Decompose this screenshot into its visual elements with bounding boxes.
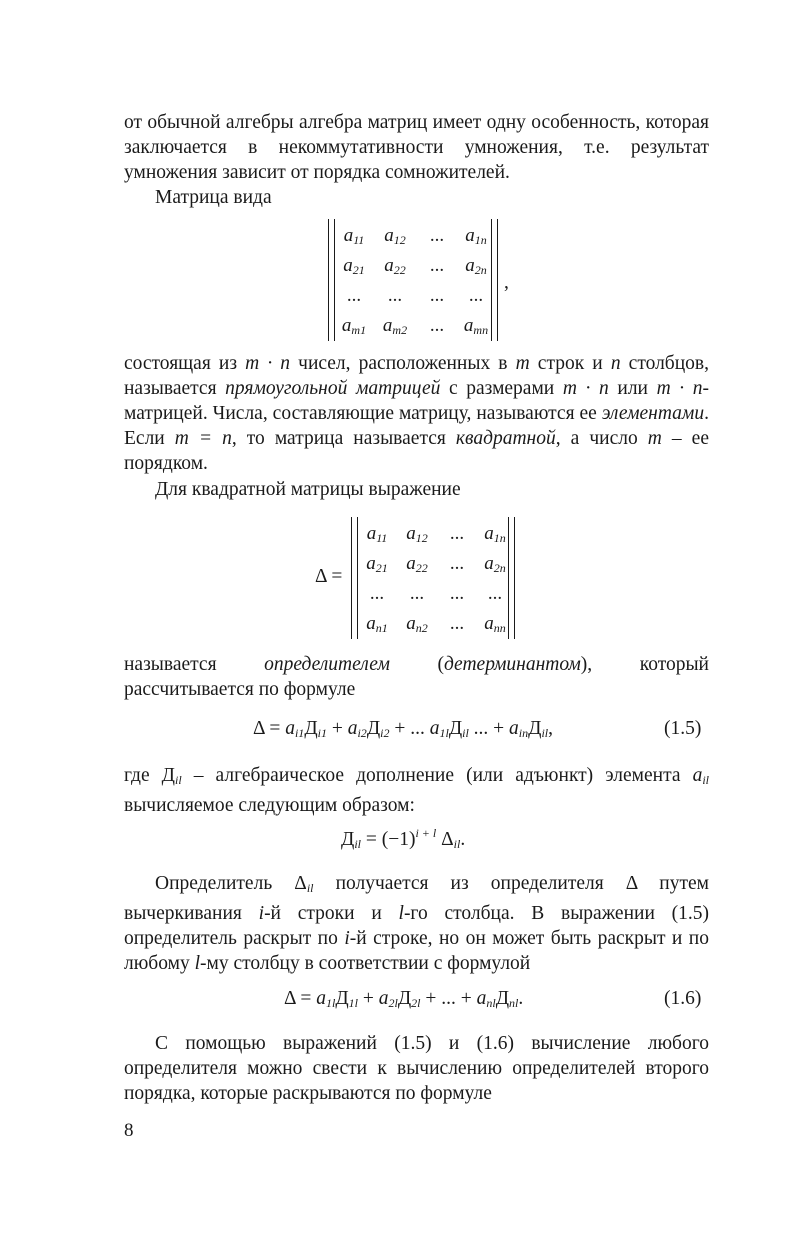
matrix-element: ... (449, 613, 465, 634)
matrix-element: ... (487, 583, 503, 604)
matrix-element: ... (346, 285, 362, 306)
rectangular-matrix (328, 219, 498, 341)
matrix-element: $a_{m1}$ (341, 315, 367, 337)
equation-1-6: $\Delta = a_{1l}Д_{1l} + a_{2l}Д_{2l}$ + ... + $a_{nl}Д_{nl}$. (284, 988, 524, 1010)
matrix-element: ... (449, 523, 465, 544)
matrix-element: ... (429, 255, 445, 276)
matrix-element: $a_{nn}$ (484, 613, 506, 635)
matrix-row (351, 523, 515, 547)
matrix-element: $a_{2n}$ (465, 255, 487, 277)
paragraph-rectangular-definition: состоящая из m · n чисел, расположенных в m строк и n столбцов, называется прямоугольной матрицей с размерами m · n или m · n-матрицей. Числа, составляющие матрицу, называются ее элементами. Если m = n, то матрица называется квадратной, а число m – ее порядком. (124, 353, 710, 474)
matrix-row (351, 583, 515, 607)
paragraph-matrix-kind: Матрица вида (155, 187, 272, 208)
matrix-element: $a_{1n}$ (465, 225, 487, 247)
matrix-element: $a_{2n}$ (484, 553, 506, 575)
matrix-element: $a_{11}$ (366, 523, 388, 545)
matrix-element: $a_{11}$ (343, 225, 365, 247)
matrix-element: $a_{21}$ (366, 553, 388, 575)
matrix-element: $a_{mn}$ (463, 315, 489, 337)
matrix-element: $a_{12}$ (406, 523, 428, 545)
matrix-element: $a_{21}$ (343, 255, 365, 277)
determinant-matrix (351, 517, 515, 639)
matrix-row (328, 285, 498, 309)
matrix-trailing-comma: , (504, 272, 509, 293)
paragraph-second-order: С помощью выражений (1.5) и (1.6) вычисление любого определителя можно свести к вычислению определителей второго порядка, которые раскрываются по формуле (124, 1033, 709, 1104)
equation-number-1-5: (1.5) (664, 718, 702, 739)
matrix-element: ... (429, 225, 445, 246)
matrix-element: $a_{1n}$ (484, 523, 506, 545)
paragraph-minor-explanation: Определитель $\Delta_{il}$ получается из определителя Δ путем вычеркивания i-й строки и l-го столбца. В выражении (1.5) определитель раскрыт по i-й строке, но он может быть раскрыт и по любому l-му столбцу в соответствии с формулой (124, 873, 710, 974)
matrix-element: ... (387, 285, 403, 306)
equation-1-5: $\Delta = a_{i1}Д_{i1} + a_{i2}Д_{i2}$ + ... $a_{1l}Д_{il}$ ... + $a_{in}Д_{il}$, (253, 718, 553, 740)
paragraph-determinant-definition: называется определителем (детерминантом), который рассчитывается по формуле (124, 654, 709, 700)
matrix-element: ... (409, 583, 425, 604)
matrix-element: $a_{n2}$ (406, 613, 428, 635)
matrix-element: ... (449, 583, 465, 604)
matrix-element: ... (369, 583, 385, 604)
matrix-row (351, 553, 515, 577)
paragraph-square-expression: Для квадратной матрицы выражение (155, 479, 461, 500)
matrix-element: ... (429, 285, 445, 306)
matrix-element: $a_{n1}$ (366, 613, 388, 635)
matrix-element: ... (468, 285, 484, 306)
paragraph-intro: от обычной алгебры алгебра матриц имеет одну особенность, которая заключается в некоммутативности умножения, т.е. результат умножения зависит от порядка сомножителей. (124, 112, 709, 183)
matrix-element: ... (449, 553, 465, 574)
equation-cofactor: $Д_{il} = (-1)^{i + l}$ $\Delta_{il}$. (341, 826, 466, 851)
delta-equals: Δ = (315, 566, 343, 587)
matrix-row (328, 315, 498, 339)
matrix-row (351, 613, 515, 637)
paragraph-cofactor: где $Д_{il}$ – алгебраическое дополнение (или адъюнкт) элемента $a_{il}$ вычисляемое следующим образом: (124, 765, 709, 816)
matrix-row (328, 225, 498, 249)
matrix-element: ... (429, 315, 445, 336)
matrix-element: $a_{22}$ (406, 553, 428, 575)
matrix-element: $a_{22}$ (384, 255, 406, 277)
matrix-element: $a_{m2}$ (382, 315, 408, 337)
matrix-row (328, 255, 498, 279)
equation-number-1-6: (1.6) (664, 988, 702, 1009)
page-number: 8 (124, 1120, 134, 1141)
matrix-element: $a_{12}$ (384, 225, 406, 247)
